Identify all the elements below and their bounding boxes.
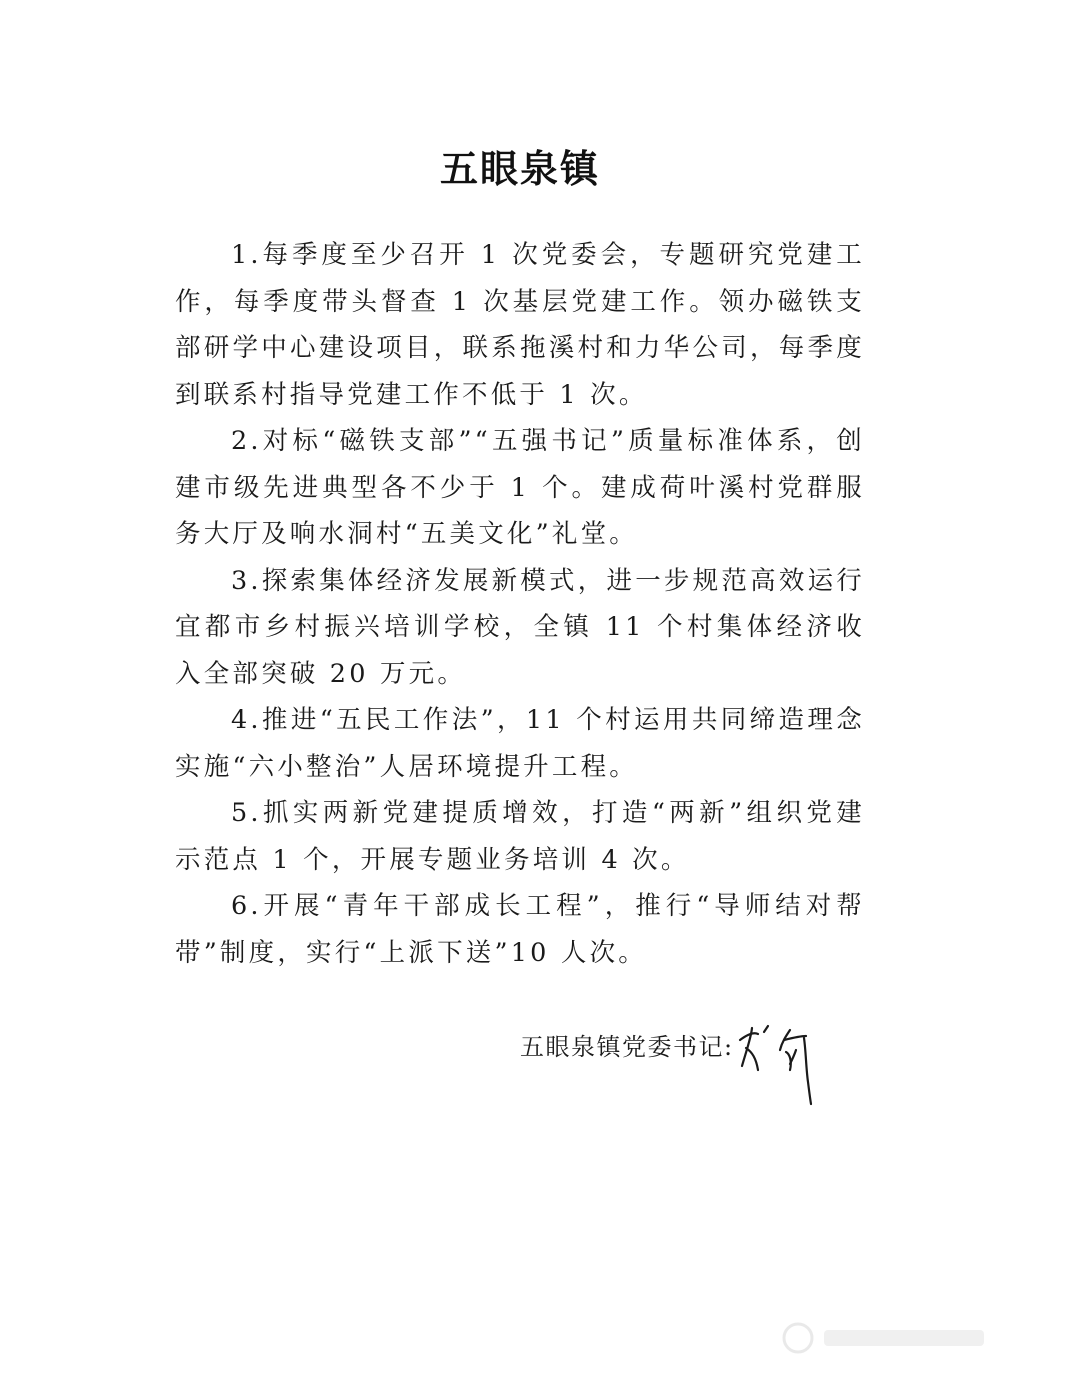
document-title: 五眼泉镇 [439, 146, 600, 191]
signature-label: 五眼泉镇党委书记: [520, 1033, 734, 1061]
paragraph-5: 5.抓实两新党建提质增效，打造“两新”组织党建示范点 1 个，开展专题业务培训 4 次。 [175, 798, 865, 875]
watermark-graphic [776, 1318, 1006, 1358]
paragraph-2: 2.对标“磁铁支部”“五强书记”质量标准体系，创建市级先进典型各不少于 1 个。建成荷叶溪村党群服务大厅及响水洞村“五美文化”礼堂。 [175, 426, 865, 549]
document-body [175, 232, 865, 976]
signature-block [520, 1022, 834, 1112]
handwritten-signature [734, 1022, 834, 1112]
paragraph-4: 4.推进“五民工作法”，11 个村运用共同缔造理念实施“六小整治”人居环境提升工程。 [175, 705, 865, 782]
paragraph-1: 1.每季度至少召开 1 次党委会，专题研究党建工作，每季度带头督查 1 次基层党建工作。领办磁铁支部研学中心建设项目，联系拖溪村和力华公司，每季度到联系村指导党建工作不低于 1 次。 [175, 240, 865, 410]
paragraph-3: 3.探索集体经济发展新模式，进一步规范高效运行宜都市乡村振兴培训学校，全镇 11 个村集体经济收入全部突破 20 万元。 [175, 565, 865, 689]
paragraph-6: 6.开展“青年干部成长工程”，推行“导师结对帮带”制度，实行“上派下送”10 人次。 [175, 891, 865, 968]
